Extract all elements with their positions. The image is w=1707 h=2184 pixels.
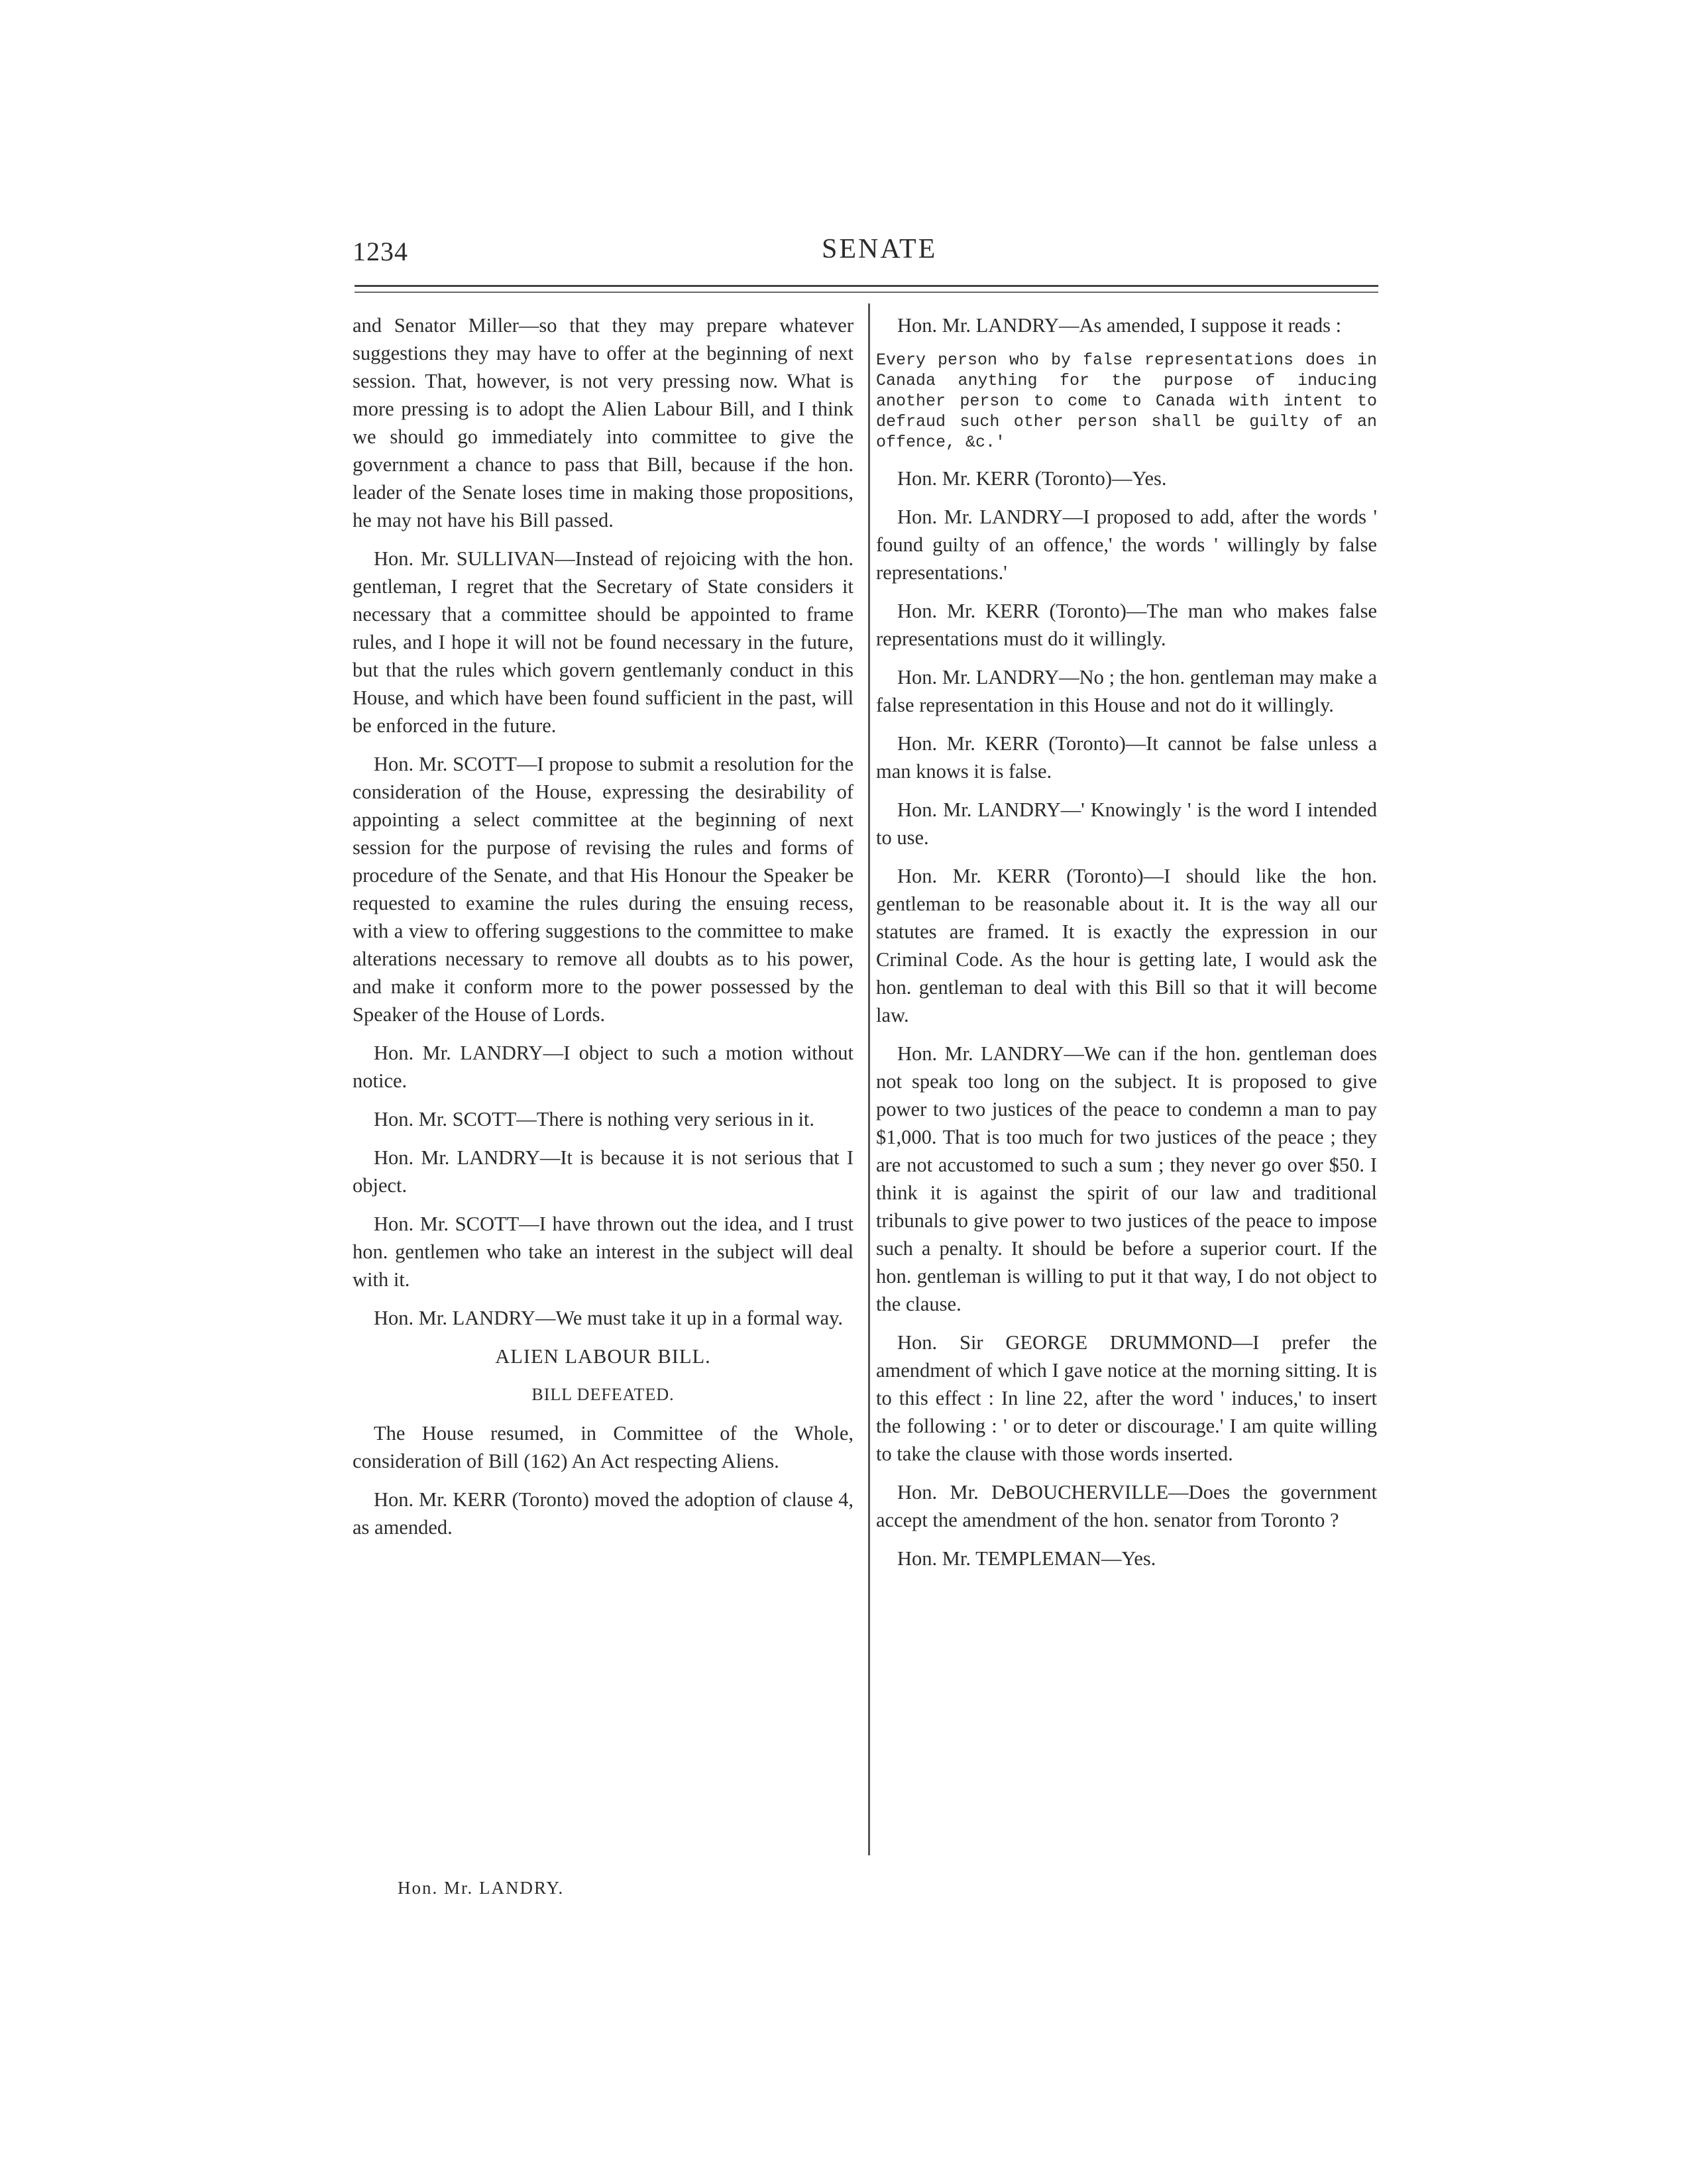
- paragraph: Hon. Mr. LANDRY—No ; the hon. gentleman may make a false representation in this House and not do it willingly.: [876, 666, 1377, 716]
- paragraph: and Senator Miller—so that they may prepare whatever suggestions they may have to offer at the beginning of next session. That, however, is not very pressing now. What is more pressing is to adopt the Alien Labour Bill, and I think we should go immediately into committee to give the government a chance to pass that Bill, because if the hon. leader of the Senate loses time in making those propositions, he may not have his Bill passed.: [353, 314, 853, 531]
- header-rule-secondary: [355, 292, 1378, 293]
- paragraph: Hon. Mr. KERR (Toronto)—It cannot be false unless a man knows it is false.: [876, 732, 1377, 783]
- paragraph: Hon. Sir GEORGE DRUMMOND—I prefer the amendment of which I gave notice at the morning sitting. It is to this effect : In line 22, after the word ' induces,' to insert the following : ' or to deter or discourage.' I am quite willing to take the clause with those words inserted.: [876, 1331, 1377, 1465]
- left-column: [353, 311, 853, 1552]
- paragraph: Hon. Mr. LANDRY—We can if the hon. gentleman does not speak too long on the subject. It is proposed to give power to two justices of the peace to condemn a man to pay $1,000. That is too much for two justices of the peace ; they are not accustomed to such a sum ; they never go over $50. I think it is against the spirit of our law and traditional tribunals to give power to two justices of the peace to impose such a penalty. It should be before a superior court. If the hon. gentleman is willing to put it that way, I do not object to the clause.: [876, 1042, 1377, 1315]
- paragraph: Hon. Mr. SCOTT—I have thrown out the idea, and I trust hon. gentlemen who take an interest in the subject will deal with it.: [353, 1213, 853, 1291]
- paragraph: Hon. Mr. KERR (Toronto)—The man who makes false representations must do it willingly.: [876, 600, 1377, 650]
- footer-catchword: Hon. Mr. LANDRY.: [398, 1878, 565, 1898]
- column-divider: [868, 303, 870, 1855]
- page-header-title: SENATE: [822, 234, 938, 264]
- paragraph: Hon. Mr. SCOTT—I propose to submit a resolution for the consideration of the House, expressing the desirability of appointing a select committee at the beginning of next session for the purpose of revising the rules and forms of procedure of the Senate, and that His Honour the Speaker be requested to examine the rules during the ensuing recess, with a view to offering suggestions to the committee to make alterations necessary to remove all doubts as to his power, and make it conform more to the power possessed by the Speaker of the House of Lords.: [353, 753, 853, 1026]
- paragraph: The House resumed, in Committee of the Whole, consideration of Bill (162) An Act respecting Aliens.: [353, 1422, 853, 1472]
- page-number: 1234: [353, 237, 408, 266]
- right-column: [876, 311, 1377, 1583]
- paragraph: Hon. Mr. LANDRY—We must take it up in a formal way.: [374, 1307, 843, 1329]
- section-heading: ALIEN LABOUR BILL.: [495, 1345, 711, 1368]
- paragraph: Hon. Mr. TEMPLEMAN—Yes.: [897, 1547, 1156, 1570]
- paragraph: Hon. Mr. LANDRY—It is because it is not serious that I object.: [353, 1146, 853, 1197]
- paragraph: Hon. Mr. KERR (Toronto)—Yes.: [897, 467, 1167, 490]
- header-rule: [355, 285, 1378, 287]
- paragraph: Hon. Mr. SCOTT—There is nothing very serious in it.: [374, 1108, 815, 1130]
- paragraph: Hon. Mr. KERR (Toronto) moved the adoption of clause 4, as amended.: [353, 1488, 853, 1539]
- paragraph: Hon. Mr. LANDRY—' Knowingly ' is the word I intended to use.: [876, 798, 1377, 849]
- paragraph: Hon. Mr. LANDRY—I object to such a motion without notice.: [353, 1042, 853, 1092]
- quoted-clause: Every person who by false representations does in Canada anything for the purpose of inducing another person to come to Canada with intent to defraud such other person shall be guilty of an offence, &c.': [876, 351, 1377, 452]
- paragraph: Hon. Mr. LANDRY—I proposed to add, after the words ' found guilty of an offence,' the words ' willingly by false representations.': [876, 506, 1377, 584]
- paragraph: Hon. Mr. SULLIVAN—Instead of rejoicing with the hon. gentleman, I regret that the Secretary of State considers it necessary that a committee should be appointed to frame rules, and I hope it will not be found necessary in the future, but that the rules which govern gentlemanly conduct in this House, and which have been found sufficient in the past, will be enforced in the future.: [353, 547, 853, 737]
- paragraph: Hon. Mr. KERR (Toronto)—I should like the hon. gentleman to be reasonable about it. It is the way all our statutes are framed. It is exactly the expression in our Criminal Code. As the hour is getting late, I would ask the hon. gentleman to deal with this Bill so that it will become law.: [876, 865, 1377, 1026]
- paragraph: Hon. Mr. DeBOUCHERVILLE—Does the government accept the amendment of the hon. senator from Toronto ?: [876, 1481, 1377, 1531]
- paragraph: Hon. Mr. LANDRY—As amended, I suppose it reads :: [897, 314, 1342, 337]
- section-subheading: BILL DEFEATED.: [531, 1385, 675, 1404]
